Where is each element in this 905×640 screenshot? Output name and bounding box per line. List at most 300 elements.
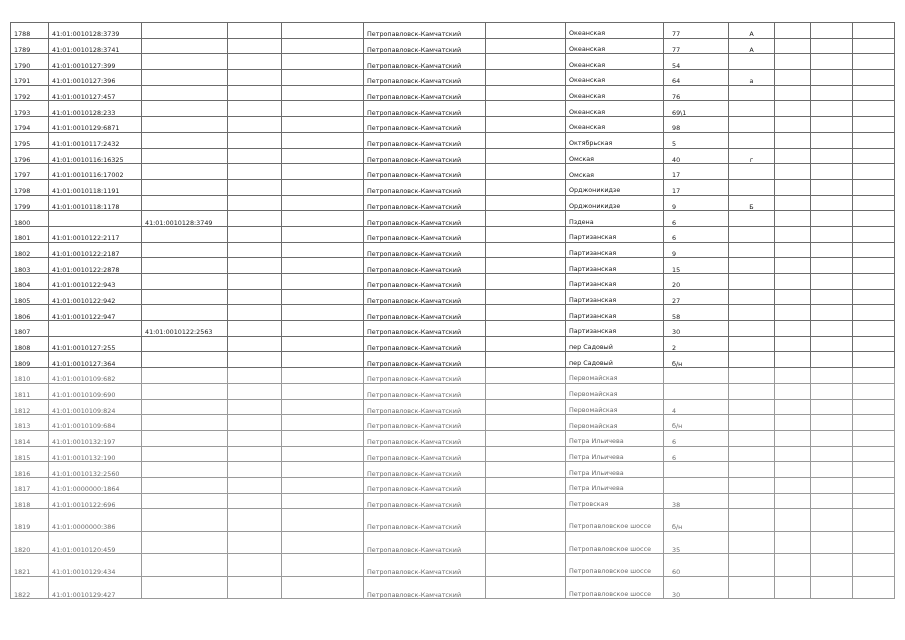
empty-cell: [853, 415, 895, 431]
empty-cell: [282, 54, 364, 70]
empty-cell: [486, 258, 566, 274]
street-cell: Петра Ильичева: [566, 430, 664, 446]
empty-cell: [486, 493, 566, 509]
cadastral-number-alt-cell: [142, 258, 228, 274]
cadastral-number-cell: 41:01:0010127:396: [49, 70, 142, 86]
empty-cell: [228, 132, 282, 148]
city-cell: Петропавловск-Камчатский: [364, 179, 486, 195]
house-number-cell: 60: [664, 554, 729, 577]
empty-cell: [775, 164, 811, 180]
city-cell: Петропавловск-Камчатский: [364, 446, 486, 462]
cadastral-number-alt-cell: [142, 195, 228, 211]
empty-cell: [775, 321, 811, 337]
cadastral-number-cell: 41:01:0010122:942: [49, 289, 142, 305]
empty-cell: [775, 415, 811, 431]
empty-cell: [853, 493, 895, 509]
table-row: [11, 368, 895, 384]
house-number-cell: 30: [664, 321, 729, 337]
letter-cell: [729, 85, 775, 101]
street-cell: Петропавловское шоссе: [566, 576, 664, 599]
street-cell: Океанская: [566, 85, 664, 101]
house-number-cell: 5: [664, 132, 729, 148]
city-cell: Петропавловск-Камчатский: [364, 258, 486, 274]
cadastral-number-cell: 41:01:0010109:682: [49, 368, 142, 384]
letter-cell: [729, 258, 775, 274]
empty-cell: [853, 85, 895, 101]
letter-cell: [729, 242, 775, 258]
empty-cell: [282, 226, 364, 242]
city-cell: Петропавловск-Камчатский: [364, 576, 486, 599]
street-cell: Петропавловское шоссе: [566, 531, 664, 554]
empty-cell: [282, 274, 364, 290]
cadastral-number-alt-cell: [142, 101, 228, 117]
empty-cell: [811, 368, 853, 384]
cadastral-number-alt-cell: [142, 399, 228, 415]
register-sheet: [10, 22, 894, 599]
empty-cell: [853, 509, 895, 532]
house-number-cell: 6: [664, 211, 729, 227]
empty-cell: [811, 305, 853, 321]
empty-cell: [853, 101, 895, 117]
empty-cell: [228, 368, 282, 384]
empty-cell: [775, 430, 811, 446]
cadastral-number-cell: [49, 321, 142, 337]
empty-cell: [853, 477, 895, 493]
city-cell: Петропавловск-Камчатский: [364, 132, 486, 148]
empty-cell: [775, 446, 811, 462]
cadastral-number-cell: 41:01:0010118:1178: [49, 195, 142, 211]
row-number-cell: 1804: [11, 274, 49, 290]
row-number-cell: 1792: [11, 85, 49, 101]
letter-cell: А: [729, 38, 775, 54]
empty-cell: [853, 336, 895, 352]
table-row: [11, 211, 895, 227]
empty-cell: [228, 509, 282, 532]
empty-cell: [228, 101, 282, 117]
cadastral-number-cell: 41:01:0010122:2878: [49, 258, 142, 274]
empty-cell: [853, 321, 895, 337]
letter-cell: А: [729, 23, 775, 39]
empty-cell: [486, 321, 566, 337]
letter-cell: [729, 576, 775, 599]
empty-cell: [811, 85, 853, 101]
empty-cell: [228, 211, 282, 227]
row-number-cell: 1817: [11, 477, 49, 493]
row-number-cell: 1811: [11, 383, 49, 399]
city-cell: Петропавловск-Камчатский: [364, 305, 486, 321]
city-cell: Петропавловск-Камчатский: [364, 368, 486, 384]
cadastral-number-cell: 41:01:0010129:6871: [49, 117, 142, 133]
city-cell: Петропавловск-Камчатский: [364, 399, 486, 415]
cadastral-number-cell: 41:01:0010122:2117: [49, 226, 142, 242]
empty-cell: [282, 242, 364, 258]
cadastral-number-alt-cell: [142, 70, 228, 86]
house-number-cell: 76: [664, 85, 729, 101]
empty-cell: [811, 462, 853, 478]
empty-cell: [775, 368, 811, 384]
table-row: [11, 23, 895, 39]
empty-cell: [228, 383, 282, 399]
empty-cell: [811, 531, 853, 554]
empty-cell: [228, 462, 282, 478]
empty-cell: [282, 211, 364, 227]
table-row: [11, 446, 895, 462]
street-cell: Петра Ильичева: [566, 477, 664, 493]
city-cell: Петропавловск-Камчатский: [364, 38, 486, 54]
empty-cell: [853, 258, 895, 274]
city-cell: Петропавловск-Камчатский: [364, 70, 486, 86]
empty-cell: [228, 576, 282, 599]
cadastral-number-cell: 41:01:0010109:824: [49, 399, 142, 415]
cadastral-number-cell: 41:01:0010128:233: [49, 101, 142, 117]
letter-cell: [729, 554, 775, 577]
cadastral-number-cell: 41:01:0010129:427: [49, 576, 142, 599]
empty-cell: [853, 54, 895, 70]
empty-cell: [228, 70, 282, 86]
empty-cell: [811, 23, 853, 39]
empty-cell: [775, 38, 811, 54]
empty-cell: [853, 148, 895, 164]
cadastral-number-cell: 41:01:0010116:16325: [49, 148, 142, 164]
street-cell: Октябрьская: [566, 132, 664, 148]
cadastral-number-alt-cell: [142, 117, 228, 133]
empty-cell: [853, 352, 895, 368]
table-row: [11, 289, 895, 305]
table-row: [11, 509, 895, 532]
empty-cell: [775, 132, 811, 148]
empty-cell: [282, 117, 364, 133]
empty-cell: [228, 493, 282, 509]
row-number-cell: 1793: [11, 101, 49, 117]
empty-cell: [775, 383, 811, 399]
empty-cell: [228, 54, 282, 70]
row-number-cell: 1814: [11, 430, 49, 446]
house-number-cell: б/н: [664, 415, 729, 431]
empty-cell: [853, 531, 895, 554]
row-number-cell: 1791: [11, 70, 49, 86]
empty-cell: [853, 305, 895, 321]
street-cell: Петровская: [566, 493, 664, 509]
empty-cell: [853, 576, 895, 599]
table-row: [11, 101, 895, 117]
house-number-cell: 17: [664, 179, 729, 195]
empty-cell: [811, 117, 853, 133]
house-number-cell: 2: [664, 336, 729, 352]
empty-cell: [811, 430, 853, 446]
cadastral-number-alt-cell: [142, 446, 228, 462]
city-cell: Петропавловск-Камчатский: [364, 226, 486, 242]
empty-cell: [228, 430, 282, 446]
cadastral-number-alt-cell: [142, 85, 228, 101]
empty-cell: [282, 531, 364, 554]
empty-cell: [853, 383, 895, 399]
letter-cell: [729, 132, 775, 148]
empty-cell: [853, 430, 895, 446]
empty-cell: [853, 462, 895, 478]
city-cell: Петропавловск-Камчатский: [364, 383, 486, 399]
empty-cell: [853, 23, 895, 39]
empty-cell: [775, 226, 811, 242]
street-cell: Омская: [566, 148, 664, 164]
empty-cell: [282, 23, 364, 39]
house-number-cell: 58: [664, 305, 729, 321]
row-number-cell: 1799: [11, 195, 49, 211]
street-cell: пер Садовый: [566, 336, 664, 352]
empty-cell: [486, 554, 566, 577]
empty-cell: [811, 289, 853, 305]
letter-cell: [729, 336, 775, 352]
cadastral-number-cell: 41:01:0010132:197: [49, 430, 142, 446]
empty-cell: [853, 117, 895, 133]
city-cell: Петропавловск-Камчатский: [364, 211, 486, 227]
empty-cell: [486, 274, 566, 290]
city-cell: Петропавловск-Камчатский: [364, 493, 486, 509]
empty-cell: [486, 148, 566, 164]
cadastral-number-cell: 41:01:0010127:255: [49, 336, 142, 352]
house-number-cell: 98: [664, 117, 729, 133]
empty-cell: [282, 164, 364, 180]
table-row: [11, 85, 895, 101]
cadastral-number-alt-cell: [142, 368, 228, 384]
empty-cell: [811, 226, 853, 242]
city-cell: Петропавловск-Камчатский: [364, 274, 486, 290]
street-cell: Океанская: [566, 38, 664, 54]
row-number-cell: 1806: [11, 305, 49, 321]
row-number-cell: 1808: [11, 336, 49, 352]
empty-cell: [853, 368, 895, 384]
row-number-cell: 1794: [11, 117, 49, 133]
street-cell: Океанская: [566, 54, 664, 70]
row-number-cell: 1819: [11, 509, 49, 532]
letter-cell: [729, 462, 775, 478]
cadastral-number-cell: 41:01:0010116:17002: [49, 164, 142, 180]
row-number-cell: 1818: [11, 493, 49, 509]
cadastral-number-cell: 41:01:0010122:696: [49, 493, 142, 509]
table-row: [11, 531, 895, 554]
empty-cell: [282, 70, 364, 86]
empty-cell: [775, 70, 811, 86]
letter-cell: [729, 493, 775, 509]
street-cell: Омская: [566, 164, 664, 180]
empty-cell: [775, 148, 811, 164]
letter-cell: [729, 383, 775, 399]
empty-cell: [486, 368, 566, 384]
empty-cell: [282, 38, 364, 54]
empty-cell: [486, 164, 566, 180]
empty-cell: [228, 117, 282, 133]
street-cell: Первомайская: [566, 368, 664, 384]
empty-cell: [775, 493, 811, 509]
cadastral-number-alt-cell: [142, 477, 228, 493]
city-cell: Петропавловск-Камчатский: [364, 415, 486, 431]
empty-cell: [853, 179, 895, 195]
row-number-cell: 1796: [11, 148, 49, 164]
street-cell: Орджоникидзе: [566, 195, 664, 211]
table-row: [11, 321, 895, 337]
city-cell: Петропавловск-Камчатский: [364, 289, 486, 305]
empty-cell: [282, 415, 364, 431]
cadastral-number-alt-cell: [142, 383, 228, 399]
house-number-cell: 54: [664, 54, 729, 70]
cadastral-number-cell: 41:01:0010132:190: [49, 446, 142, 462]
cadastral-number-alt-cell: [142, 531, 228, 554]
house-number-cell: 17: [664, 164, 729, 180]
empty-cell: [228, 336, 282, 352]
empty-cell: [853, 38, 895, 54]
row-number-cell: 1801: [11, 226, 49, 242]
empty-cell: [228, 179, 282, 195]
table-row: [11, 477, 895, 493]
empty-cell: [486, 38, 566, 54]
cadastral-number-cell: 41:01:0010122:947: [49, 305, 142, 321]
street-cell: Океанская: [566, 70, 664, 86]
city-cell: Петропавловск-Камчатский: [364, 117, 486, 133]
row-number-cell: 1788: [11, 23, 49, 39]
empty-cell: [853, 164, 895, 180]
empty-cell: [486, 509, 566, 532]
empty-cell: [811, 211, 853, 227]
empty-cell: [811, 477, 853, 493]
empty-cell: [486, 70, 566, 86]
cadastral-number-alt-cell: [142, 179, 228, 195]
street-cell: Партизанская: [566, 289, 664, 305]
row-number-cell: 1797: [11, 164, 49, 180]
city-cell: Петропавловск-Камчатский: [364, 554, 486, 577]
street-cell: Петропавловское шоссе: [566, 554, 664, 577]
house-number-cell: 77: [664, 23, 729, 39]
letter-cell: [729, 289, 775, 305]
empty-cell: [282, 383, 364, 399]
row-number-cell: 1802: [11, 242, 49, 258]
street-cell: Пздена: [566, 211, 664, 227]
letter-cell: [729, 477, 775, 493]
cadastral-number-alt-cell: [142, 305, 228, 321]
empty-cell: [486, 415, 566, 431]
cadastral-number-cell: 41:01:0010128:3741: [49, 38, 142, 54]
empty-cell: [486, 531, 566, 554]
empty-cell: [811, 399, 853, 415]
table-row: [11, 226, 895, 242]
house-number-cell: 69\1: [664, 101, 729, 117]
row-number-cell: 1813: [11, 415, 49, 431]
empty-cell: [282, 430, 364, 446]
table-row: [11, 132, 895, 148]
empty-cell: [486, 336, 566, 352]
empty-cell: [811, 576, 853, 599]
empty-cell: [811, 493, 853, 509]
empty-cell: [486, 446, 566, 462]
letter-cell: Б: [729, 195, 775, 211]
empty-cell: [775, 117, 811, 133]
house-number-cell: 38: [664, 493, 729, 509]
row-number-cell: 1789: [11, 38, 49, 54]
cadastral-number-cell: 41:01:0010127:457: [49, 85, 142, 101]
empty-cell: [775, 509, 811, 532]
empty-cell: [853, 132, 895, 148]
table-row: [11, 117, 895, 133]
empty-cell: [228, 164, 282, 180]
street-cell: Партизанская: [566, 305, 664, 321]
empty-cell: [486, 305, 566, 321]
empty-cell: [486, 195, 566, 211]
table-row: [11, 54, 895, 70]
row-number-cell: 1803: [11, 258, 49, 274]
empty-cell: [282, 195, 364, 211]
cadastral-number-alt-cell: [142, 148, 228, 164]
table-row: [11, 258, 895, 274]
table-row: [11, 462, 895, 478]
empty-cell: [775, 195, 811, 211]
letter-cell: г: [729, 148, 775, 164]
street-cell: Океанская: [566, 23, 664, 39]
city-cell: Петропавловск-Камчатский: [364, 148, 486, 164]
empty-cell: [282, 352, 364, 368]
city-cell: Петропавловск-Камчатский: [364, 164, 486, 180]
empty-cell: [775, 179, 811, 195]
address-table: [10, 22, 895, 599]
letter-cell: [729, 399, 775, 415]
city-cell: Петропавловск-Камчатский: [364, 242, 486, 258]
table-row: [11, 179, 895, 195]
empty-cell: [228, 305, 282, 321]
city-cell: Петропавловск-Камчатский: [364, 430, 486, 446]
empty-cell: [486, 399, 566, 415]
empty-cell: [486, 462, 566, 478]
house-number-cell: [664, 462, 729, 478]
house-number-cell: 9: [664, 195, 729, 211]
empty-cell: [282, 554, 364, 577]
cadastral-number-cell: 41:01:0010120:459: [49, 531, 142, 554]
cadastral-number-alt-cell: [142, 554, 228, 577]
empty-cell: [853, 446, 895, 462]
empty-cell: [486, 226, 566, 242]
empty-cell: [853, 274, 895, 290]
empty-cell: [775, 289, 811, 305]
cadastral-number-alt-cell: [142, 38, 228, 54]
cadastral-number-alt-cell: 41:01:0010122:2563: [142, 321, 228, 337]
city-cell: Петропавловск-Камчатский: [364, 321, 486, 337]
letter-cell: [729, 430, 775, 446]
empty-cell: [282, 101, 364, 117]
street-cell: Первомайская: [566, 399, 664, 415]
cadastral-number-alt-cell: [142, 576, 228, 599]
row-number-cell: 1820: [11, 531, 49, 554]
empty-cell: [228, 415, 282, 431]
empty-cell: [775, 211, 811, 227]
empty-cell: [282, 446, 364, 462]
empty-cell: [775, 554, 811, 577]
house-number-cell: 40: [664, 148, 729, 164]
street-cell: Петра Ильичева: [566, 462, 664, 478]
letter-cell: [729, 226, 775, 242]
cadastral-number-cell: 41:01:0010132:2560: [49, 462, 142, 478]
street-cell: Партизанская: [566, 242, 664, 258]
house-number-cell: [664, 477, 729, 493]
empty-cell: [486, 179, 566, 195]
street-cell: Океанская: [566, 101, 664, 117]
empty-cell: [811, 195, 853, 211]
city-cell: Петропавловск-Камчатский: [364, 336, 486, 352]
cadastral-number-cell: 41:01:0010122:2187: [49, 242, 142, 258]
cadastral-number-alt-cell: [142, 226, 228, 242]
city-cell: Петропавловск-Камчатский: [364, 352, 486, 368]
empty-cell: [811, 132, 853, 148]
empty-cell: [228, 289, 282, 305]
city-cell: Петропавловск-Камчатский: [364, 23, 486, 39]
empty-cell: [282, 132, 364, 148]
cadastral-number-alt-cell: [142, 289, 228, 305]
street-cell: Партизанская: [566, 274, 664, 290]
